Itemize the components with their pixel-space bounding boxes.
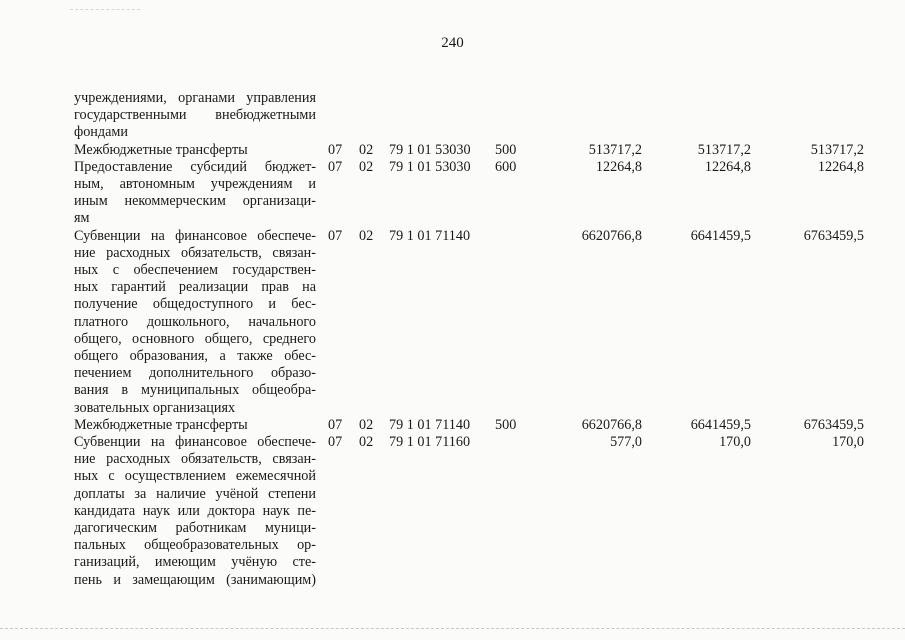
- description-line: общего, основного общего, среднего: [74, 330, 316, 347]
- section-code: 07: [328, 227, 343, 244]
- description-line: печением дополнительного образо-: [74, 365, 316, 382]
- section-code: 07: [328, 141, 343, 158]
- subsection-code: 02: [359, 158, 374, 175]
- expense-type-code: 500: [495, 416, 517, 433]
- subsection-code: 02: [359, 434, 374, 451]
- subsection-code: 02: [359, 227, 374, 244]
- table-row: [74, 434, 864, 589]
- amount-year-3: 513717,2: [810, 141, 864, 158]
- page-number: 240: [441, 35, 464, 51]
- amount-year-1: 6620766,8: [581, 416, 642, 433]
- amount-year-2: 6641459,5: [690, 416, 751, 433]
- description-line: пень и замещающим (занимающим): [74, 571, 316, 588]
- description-line: иным некоммерческим организаци-: [74, 193, 316, 210]
- description-line: платного дошкольного, начального: [74, 313, 316, 330]
- amount-year-2: 513717,2: [697, 141, 751, 158]
- table-row: [74, 417, 864, 434]
- description-line: Субвенции на финансовое обеспече-: [74, 227, 316, 244]
- description-line: ным, автономным учреждениям и: [74, 176, 316, 193]
- description-line: Предоставление субсидий бюджет-: [74, 158, 316, 175]
- scan-edge-top: [70, 9, 140, 10]
- expense-type-code: 600: [495, 158, 517, 175]
- description-line: получение общедоступного и бес-: [74, 296, 316, 313]
- subsection-code: 02: [359, 416, 374, 433]
- table-row: [74, 90, 864, 142]
- description-line: государственными внебюджетными: [74, 107, 316, 124]
- description-line: вания в муниципальных общеобра-: [74, 382, 316, 399]
- description-line: дагогическим работникам муници-: [74, 520, 316, 537]
- description-line: ям: [74, 210, 90, 227]
- amount-year-1: 513717,2: [588, 141, 642, 158]
- section-code: 07: [328, 434, 343, 451]
- description-line: фондами: [74, 124, 128, 141]
- row-description: [74, 159, 316, 228]
- table-row: [74, 142, 864, 159]
- target-article-code: 79 1 01 71140: [389, 227, 471, 244]
- amount-year-2: 12264,8: [704, 158, 751, 175]
- amount-year-3: 12264,8: [817, 158, 864, 175]
- description-line: ных с обеспечением государствен-: [74, 262, 316, 279]
- amount-year-1: 577,0: [610, 434, 642, 451]
- target-article-code: 79 1 01 53030: [389, 141, 471, 158]
- budget-table: [74, 90, 864, 589]
- description-line: ных гарантий реализации прав на: [74, 279, 316, 296]
- row-description: [74, 228, 316, 417]
- description-line: пальных общеобразовательных ор-: [74, 537, 316, 554]
- section-code: 07: [328, 416, 343, 433]
- description-line: общего образования, а также обес-: [74, 348, 316, 365]
- amount-year-2: 170,0: [719, 434, 751, 451]
- row-description: [74, 90, 316, 142]
- description-line: Межбюджетные трансферты: [74, 141, 248, 158]
- description-line: Межбюджетные трансферты: [74, 416, 248, 433]
- amount-year-2: 6641459,5: [690, 227, 751, 244]
- description-line: ние расходных обязательств, связан-: [74, 451, 316, 468]
- row-description: [74, 417, 316, 434]
- amount-year-3: 6763459,5: [803, 416, 864, 433]
- row-description: [74, 142, 316, 159]
- description-line: Субвенции на финансовое обеспече-: [74, 434, 316, 451]
- target-article-code: 79 1 01 53030: [389, 158, 471, 175]
- table-row: [74, 228, 864, 417]
- target-article-code: 79 1 01 71160: [389, 434, 471, 451]
- amount-year-3: 6763459,5: [803, 227, 864, 244]
- amount-year-1: 12264,8: [595, 158, 642, 175]
- row-description: [74, 434, 316, 589]
- amount-year-3: 170,0: [832, 434, 864, 451]
- description-line: доплаты за наличие учёной степени: [74, 485, 316, 502]
- description-line: зовательных организациях: [74, 399, 236, 416]
- description-line: кандидата наук или доктора наук пе-: [74, 502, 316, 519]
- table-row: [74, 159, 864, 228]
- expense-type-code: 500: [495, 141, 517, 158]
- subsection-code: 02: [359, 141, 374, 158]
- amount-year-1: 6620766,8: [581, 227, 642, 244]
- description-line: учреждениями, органами управления: [74, 90, 316, 106]
- section-code: 07: [328, 158, 343, 175]
- description-line: ных с осуществлением ежемесячной: [74, 468, 316, 485]
- description-line: ние расходных обязательств, связан-: [74, 244, 316, 261]
- scan-edge-bottom: [0, 628, 905, 629]
- target-article-code: 79 1 01 71140: [389, 416, 471, 433]
- description-line: ганизаций, имеющим учёную сте-: [74, 554, 316, 571]
